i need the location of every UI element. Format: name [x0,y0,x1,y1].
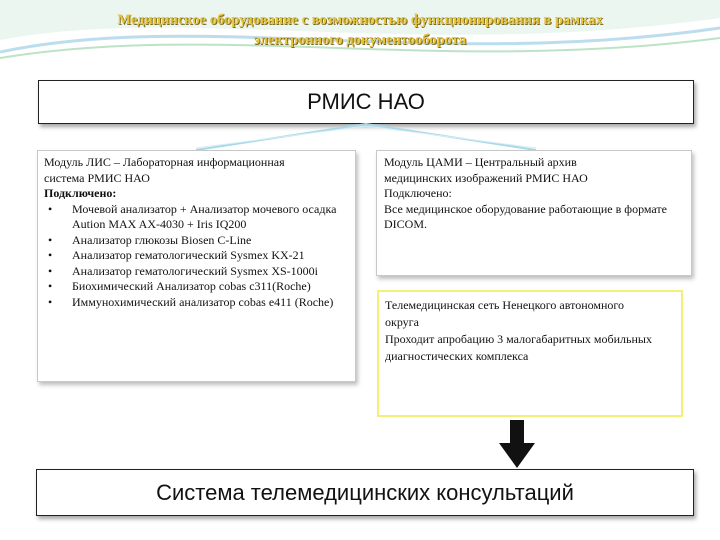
lis-connected-label: Подключено: [44,186,117,200]
title-line-2: электронного документооборота [253,32,467,48]
telemed-network-box [377,290,683,417]
lis-module-box [37,150,356,382]
title-line-1: Медицинское оборудование с возможностью функционирования в рамках [117,12,603,28]
list-item: • Иммунохимический анализатор cobas e411 (Roche) [48,294,334,309]
system-label: Система телемедицинских консультаций [156,479,574,505]
list-item: • Мочевой анализатор + Анализатор мочевого осадка Aution MAX AX-4030 + Iris IQ200 [48,201,337,231]
cami-title-line-2: медицинских изображений РМИС НАО [384,170,588,185]
rmis-label: РМИС НАО [307,89,425,114]
cami-connected-label: Подключено: [384,186,452,200]
lis-title-line-1: Модуль ЛИС – Лабораторная информационная [44,155,285,169]
rmis-box [38,80,694,124]
lis-title-line-2: система РМИС НАО [44,170,150,185]
list-item: • Биохимический Анализатор cobas c311(Roche) [48,279,311,293]
telemed-text: Проходит апробацию 3 малогабаритных мобильных диагностических комплекса [385,332,652,363]
cami-text: Все медицинское оборудование работающие в формате DICOM. [384,201,667,231]
list-item: • Анализатор гематологический Sysmex KX-21 [48,248,305,262]
page-title [40,10,680,50]
cami-title-line-1: Модуль ЦАМИ – Центральный архив [384,155,577,169]
list-item: • Анализатор гематологический Sysmex XS-1000i [48,263,318,278]
system-box [36,469,694,516]
cami-module-box [376,150,692,276]
list-item: • Анализатор глюкозы Biosen C-Line [48,232,252,247]
telemed-title-line-1: Телемедицинская сеть Ненецкого автономного [385,298,625,312]
telemed-title-line-2: округа [385,315,419,329]
lis-device-list [44,202,349,311]
